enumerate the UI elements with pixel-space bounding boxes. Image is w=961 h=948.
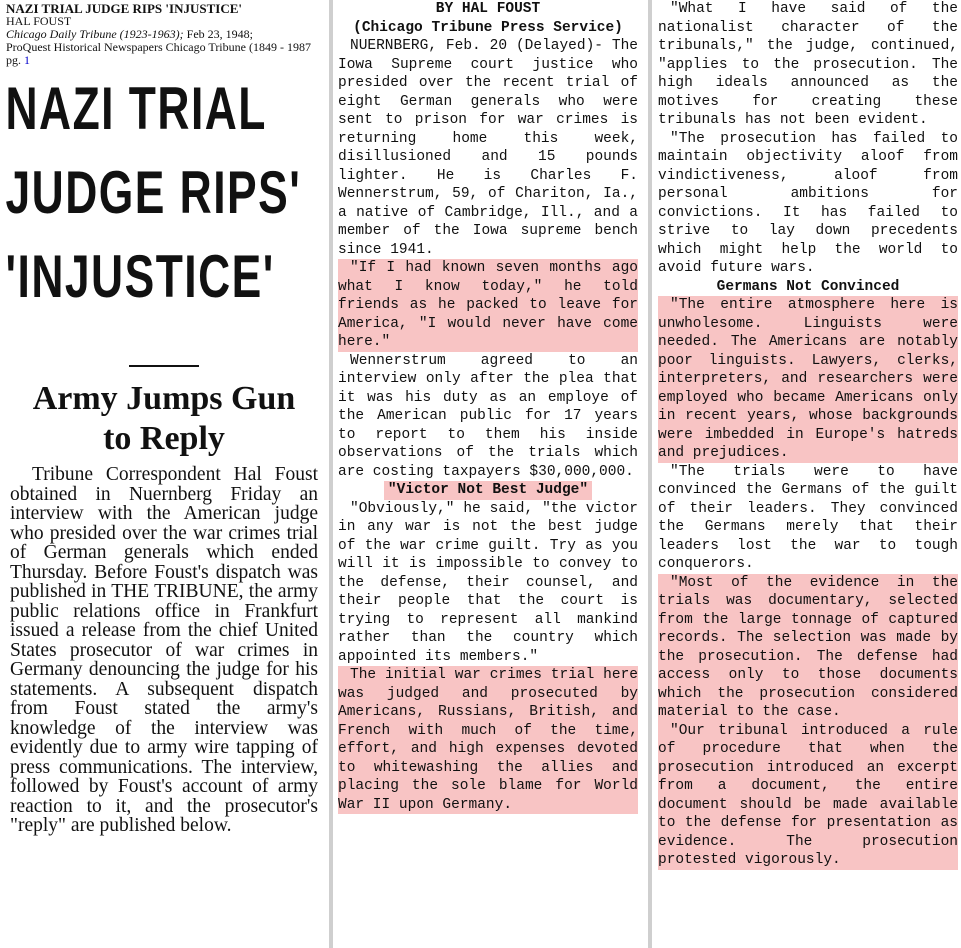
paragraph-5-highlighted: The initial war crimes trial here was judged and prosecuted by Americans, Russians, British, and French with much of the time, effort, and high expenses devoted to whitewashing the allies and placing the sole blame for World War II upon Germany. xyxy=(338,667,638,813)
citation-database: ProQuest Historical Newspapers Chicago Tribune (1849 - 1987 xyxy=(6,40,311,54)
subheadline-line-1: Army Jumps Gun xyxy=(32,380,296,417)
column-rule-1 xyxy=(329,0,333,948)
headline-line-1: NAZI TRIAL xyxy=(5,75,267,142)
paragraph-7: "The prosecution has failed to maintain objectivity aloof from vindictiveness, aloof from personal ambitions for convictions. It has failed to strive to lay down precedents which might help the world to avoid future wars. xyxy=(658,130,958,276)
column-middle xyxy=(338,0,638,948)
citation-page-label: pg. xyxy=(6,53,21,67)
headline xyxy=(4,67,302,319)
citation-page-line xyxy=(6,54,324,67)
section-heading-victor xyxy=(338,481,638,500)
subheadline xyxy=(4,379,324,459)
citation-source: Chicago Daily Tribune (1923-1963); xyxy=(6,27,184,41)
column-right xyxy=(658,0,958,948)
byline: BY HAL FOUST xyxy=(435,1,541,17)
paragraph-4: "Obviously," he said, "the victor in any war is not the best judge of the war crime guilt. Try as you will it is impossible to convey to the defense, their counsel, and their people that the court is trying to represent all mankind rather than the country which appointed its members." xyxy=(338,500,638,665)
paragraph-8-highlighted: "The entire atmosphere here is unwholesome. Linguists were needed. The Americans are notably poor linguists. Lawyers, clerks, interpreters, and researchers were employed who became Americans only in recent years, whose backgrounds were imbedded in Europe's hatreds and prejudices. xyxy=(658,297,958,461)
citation-title: NAZI TRIAL JUDGE RIPS 'INJUSTICE' xyxy=(6,1,242,16)
headline-line-3: 'INJUSTICE' xyxy=(5,243,275,310)
paragraph-6: "What I have said of the nationalist character of the tribunals," the judge, continued, "applies to the prosecution. The high ideals announced as the motives for creating these tribunals has not been evident. xyxy=(658,1,958,128)
citation-block xyxy=(6,2,324,67)
section-heading-germans: Germans Not Convinced xyxy=(716,278,900,295)
citation-date: Feb 23, 1948; xyxy=(186,27,253,41)
headline-line-2: JUDGE RIPS' xyxy=(5,159,302,226)
paragraph-2-highlighted: "If I had known seven months ago what I know today," he told friends as he packed to leave for America, "I would never have come here." xyxy=(338,260,638,350)
lede-paragraph: Tribune Correspondent Hal Foust obtained in Nuernberg Friday an interview with the American judge who presided over the war crimes trial of German generals which ended Thursday. Before Foust's dispatch was published in THE TRIBUNE, the army public relations office in Frankfurt issued a release from the chief United States prosecutor of war crimes in Germany denouncing the judge for his statements. A subsequent dispatch from Foust stated the army's knowledge of the interview was evidently due to army wire tapping of press communications. The interview, followed by Foust's account of army reaction to it, and the prosecutor's "reply" are published below. xyxy=(10,464,318,836)
headline-divider xyxy=(129,365,199,367)
paragraph-3: Wennerstrum agreed to an interview only after the plea that it was his duty as an employe of the American public for 17 years to report to them his inside observations of the trials which are costing taxpayers $30,000,000. xyxy=(338,352,638,480)
subheadline-line-2: to Reply xyxy=(103,420,225,457)
paragraph-11-highlighted: "Our tribunal introduced a rule of procedure that when the prosecution introduced an excerpt from a document, the entire document should be made available to the defense for presentation as evidence. The prosecution protested vigorously. xyxy=(658,722,958,868)
citation-page-link[interactable]: 1 xyxy=(24,53,30,67)
citation-author: HAL FOUST xyxy=(6,14,72,28)
section-heading-victor-text: "Victor Not Best Judge" xyxy=(384,481,592,500)
press-service: (Chicago Tribune Press Service) xyxy=(353,19,623,36)
paragraph-9: "The trials were to have convinced the Germans of the guilt of their leaders. They convinced the Germans merely that their leaders lost the war to tough conquerors. xyxy=(658,463,958,572)
column-rule-2 xyxy=(648,0,652,948)
paragraph-1: NUERNBERG, Feb. 20 (Delayed)- The Iowa Supreme court justice who presided over the recent trial of eight German generals who were sent to prison for war crimes is returning home this week, disillusioned and 15 pounds lighter. He is Charles F. Wennerstrum, 59, of Chariton, Ia., a native of Cambridge, Ill., and a member of the Iowa supreme bench since 1941. xyxy=(338,38,638,258)
column-left xyxy=(4,0,324,948)
paragraph-10-highlighted: "Most of the evidence in the trials was documentary, selected from the large tonnage of captured records. The selection was made by the prosecution. The defense had access only to those documents which the prosecution considered material to the case. xyxy=(658,574,958,720)
